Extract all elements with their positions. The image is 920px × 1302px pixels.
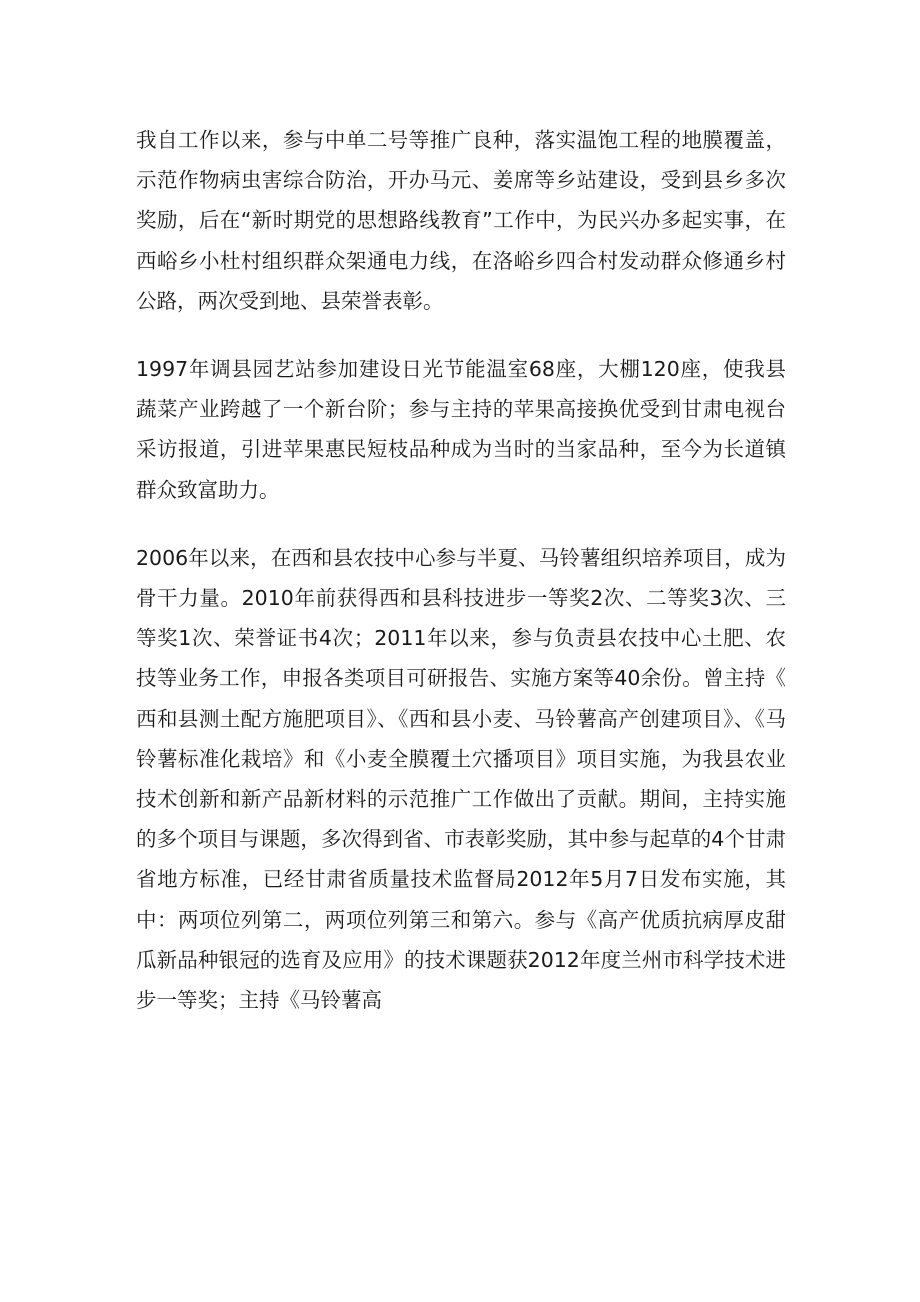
document-body [136, 120, 786, 1048]
paragraph-3: 2006年以来，在西和县农技中心参与半夏、马铃薯组织培养项目，成为骨干力量。2010年前获得西和县科技进步一等奖2次、二等奖3次、三等奖1次、荣誉证书4次；2011年以来，参与负责县农技中心土肥、农技等业务工作，申报各类项目可研报告、实施方案等40余份。曾主持《西和县测土配方施肥项目》、《西和县小麦、马铃薯高产创建项目》、《马铃薯标准化栽培》和《小麦全膜覆土穴播项目》项目实施，为我县农业技术创新和新产品新材料的示范推广工作做出了贡献。期间，主持实施的多个项目与课题，多次得到省、市表彰奖励，其中参与起草的4个甘肃省地方标准，已经甘肃省质量技术监督局2012年5月7日发布实施，其中：两项位列第二，两项位列第三和第六。参与《高产优质抗病厚皮甜瓜新品种银冠的选育及应用》的技术课题获2012年度兰州市科学技术进步一等奖；主持《马铃薯高 [136, 545, 786, 1013]
paragraph-2: 1997年调县园艺站参加建设日光节能温室68座，大棚120座，使我县蔬菜产业跨越了一个新台阶；参与主持的苹果高接换优受到甘肃电视台采访报道，引进苹果惠民短枝品种成为当时的当家品种，至今为长道镇群众致富助力。 [136, 357, 786, 502]
paragraph-1: 我自工作以来，参与中单二号等推广良种，落实温饱工程的地膜覆盖，示范作物病虫害综合防治，开办马元、姜席等乡站建设，受到县乡多次奖励，后在“新时期党的思想路线教育”工作中，为民兴办多起实事，在西峪乡小杜村组织群众架通电力线，在洛峪乡四合村发动群众修通乡村公路，两次受到地、县荣誉表彰。 [136, 128, 786, 313]
